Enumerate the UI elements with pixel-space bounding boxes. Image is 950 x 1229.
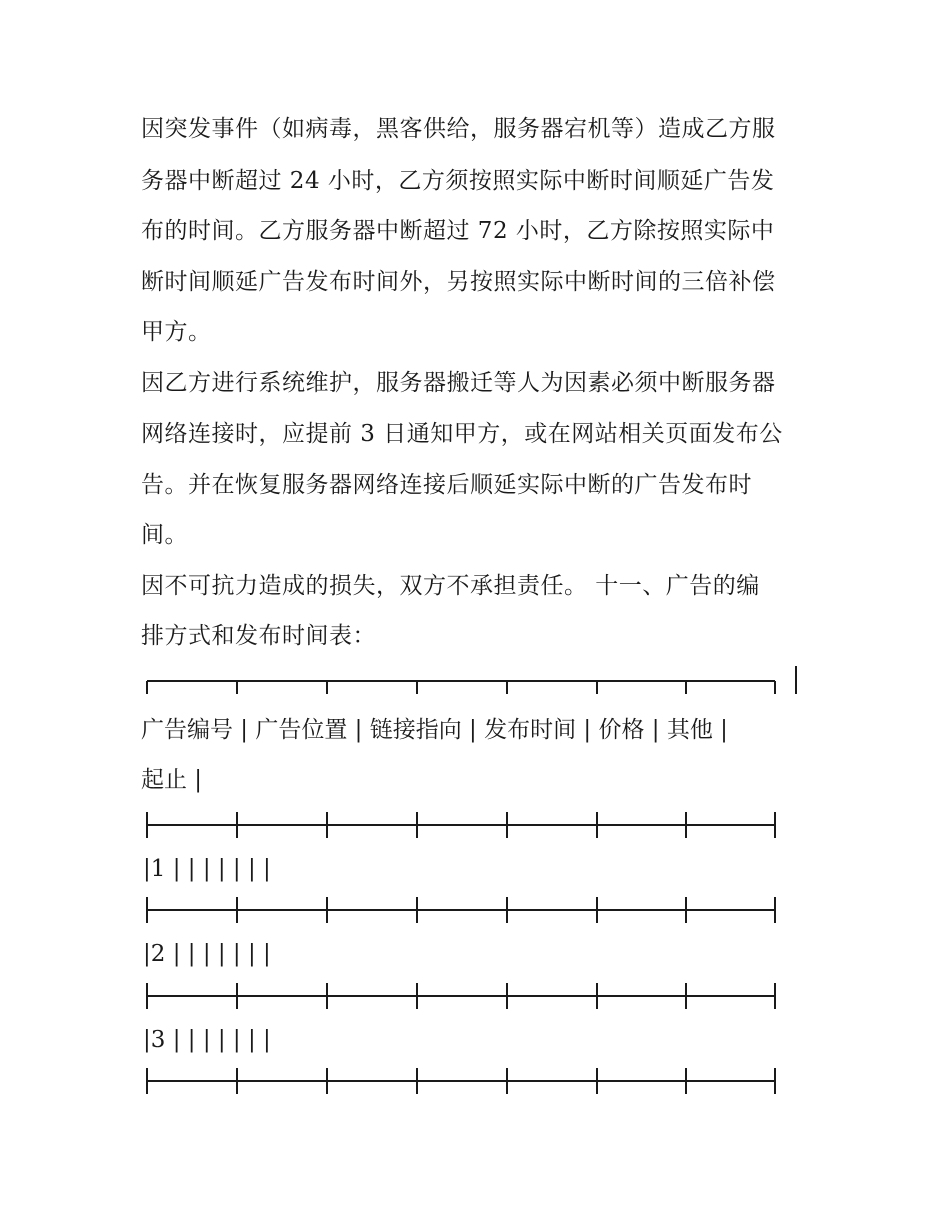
table-row-1: |1 | | | | | | | — [143, 856, 271, 882]
paragraph-2-line-1: 因乙方进行系统维护，服务器搬迁等人为因素必须中断服务器 — [141, 370, 776, 396]
paragraph-2-line-4: 间。 — [141, 522, 188, 548]
paragraph-2-line-2: 网络连接时，应提前 3 日通知甲方，或在网站相关页面发布公 — [141, 421, 783, 447]
paragraph-1-line-5: 甲方。 — [141, 319, 212, 345]
table-rule-3 — [147, 983, 775, 1009]
table-header-line-1: 广告编号 | 广告位置 | 链接指向 | 发布时间 | 价格 | 其他 | — [141, 717, 728, 743]
paragraph-2-line-3: 告。并在恢复服务器网络连接后顺延实际中断的广告发布时 — [141, 472, 752, 498]
paragraph-1-line-4: 断时间顺延广告发布时间外，另按照实际中断时间的三倍补偿 — [141, 269, 776, 295]
table-top-rule — [147, 666, 796, 694]
paragraph-3-line-1: 因不可抗力造成的损失，双方不承担责任。 十一、广告的编 — [141, 573, 760, 599]
table-header-line-2: 起止 | — [141, 767, 203, 793]
paragraph-1-line-3: 布的时间。乙方服务器中断超过 72 小时，乙方除按照实际中 — [141, 218, 775, 244]
table-row-2: |2 | | | | | | | — [143, 941, 271, 967]
table-rule-2 — [147, 897, 775, 923]
paragraph-1-line-2: 务器中断超过 24 小时，乙方须按照实际中断时间顺延广告发 — [141, 168, 775, 194]
table-rule-4 — [147, 1068, 775, 1094]
paragraph-3-line-2: 排方式和发布时间表： — [141, 623, 376, 649]
paragraph-1-line-1: 因突发事件（如病毒，黑客供给，服务器宕机等）造成乙方服 — [141, 116, 776, 142]
table-row-3: |3 | | | | | | | — [143, 1027, 271, 1053]
table-rule-1 — [147, 812, 775, 838]
